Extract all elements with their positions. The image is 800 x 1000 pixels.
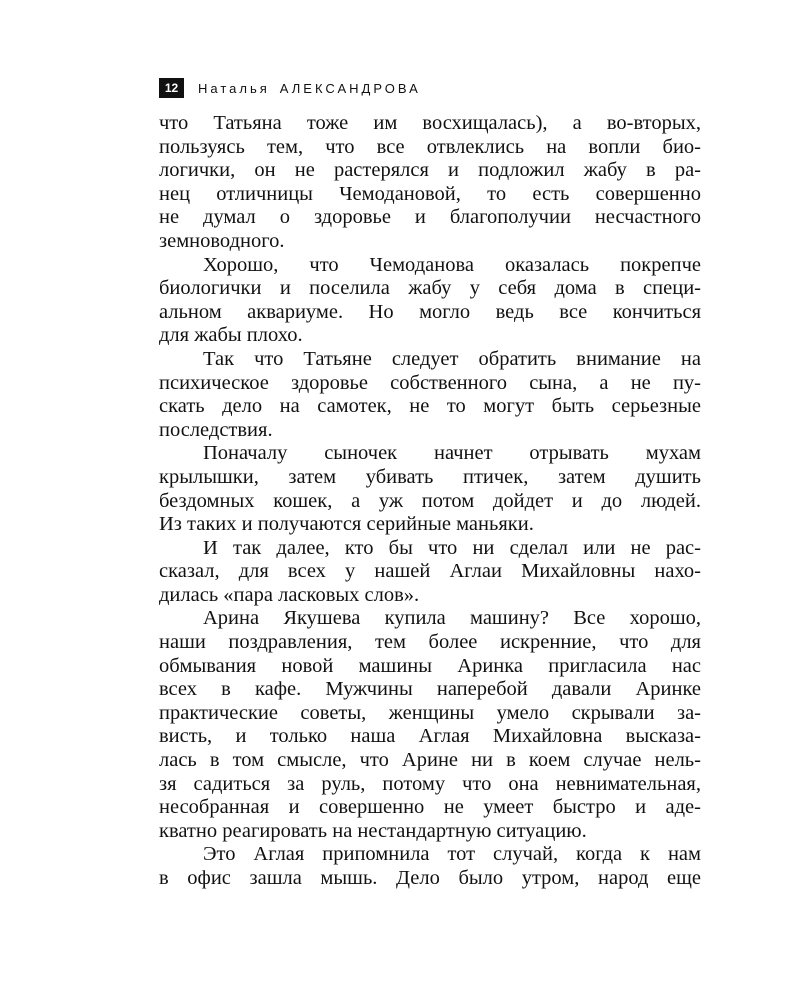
- text-line: психическое здоровье собственного сына, а не пу-: [159, 371, 701, 394]
- text-line: несобранная и совершенно не умеет быстро и аде-: [159, 796, 701, 819]
- text-line: дилась «пара ласковых слов».: [159, 583, 420, 606]
- text-line: наши поздравления, тем более искренние, что для: [159, 631, 701, 654]
- page-number: 12: [159, 78, 184, 98]
- text-line: Из таких и получаются серийные маньяки.: [159, 513, 534, 536]
- text-line: кватно реагировать на нестандартную ситуацию.: [159, 819, 587, 842]
- text-line: Поначалу сыночек начнет отрывать мухам: [203, 442, 701, 465]
- text-line: в офис зашла мышь. Дело было утром, народ еще: [159, 867, 701, 889]
- text-line: зя садиться за руль, потому что она невнимательная,: [159, 772, 701, 795]
- text-line: Хорошо, что Чемоданова оказалась покрепче: [203, 253, 701, 276]
- text-line: всех в кафе. Мужчины наперебой давали Аринке: [159, 678, 701, 701]
- text-line: лась в том смысле, что Арине ни в коем случае нель-: [159, 749, 701, 772]
- text-line: крылышки, затем убивать птичек, затем душить: [159, 465, 701, 488]
- page-body-text: [159, 112, 701, 891]
- running-header: [159, 77, 421, 99]
- text-line: последствия.: [159, 418, 273, 441]
- text-line: Так что Татьяне следует обратить внимание на: [203, 347, 701, 370]
- text-line: пользуясь тем, что все отвлеклись на вопли био-: [159, 135, 701, 158]
- text-line: логички, он не растерялся и подложил жабу в ра-: [159, 159, 701, 182]
- text-line: Это Аглая припомнила тот случай, когда к нам: [203, 843, 701, 866]
- text-line: практические советы, женщины умело скрывали за-: [159, 701, 701, 724]
- text-line: скать дело на самотек, не то могут быть серьезные: [159, 395, 701, 418]
- text-line: сказал, для всех у нашей Аглаи Михайловны нахо-: [159, 560, 701, 583]
- text-line: что Татьяна тоже им восхищалась), а во-вторых,: [159, 112, 701, 134]
- text-line: биологички и поселила жабу у себя дома в специ-: [159, 277, 701, 300]
- text-line: нец отличницы Чемодановой, то есть совершенно: [159, 182, 701, 205]
- text-line: висть, и только наша Аглая Михайловна высказа-: [159, 725, 701, 748]
- text-line: для жабы плохо.: [159, 324, 303, 347]
- text-line: альном аквариуме. Но могло ведь все кончиться: [159, 300, 701, 323]
- text-line: И так далее, кто бы что ни сделал или не рас-: [203, 536, 701, 559]
- text-line: обмывания новой машины Аринка пригласила нас: [159, 654, 701, 677]
- author-first-name: Наталья: [198, 80, 270, 96]
- text-line: бездомных кошек, а уж потом дойдет и до людей.: [159, 489, 701, 512]
- text-line: Арина Якушева купила машину? Все хорошо,: [203, 607, 701, 630]
- text-line: не думал о здоровье и благополучии несчастного: [159, 206, 701, 229]
- author-last-name: АЛЕКСАНДРОВА: [279, 80, 421, 96]
- text-line: земноводного.: [159, 229, 285, 252]
